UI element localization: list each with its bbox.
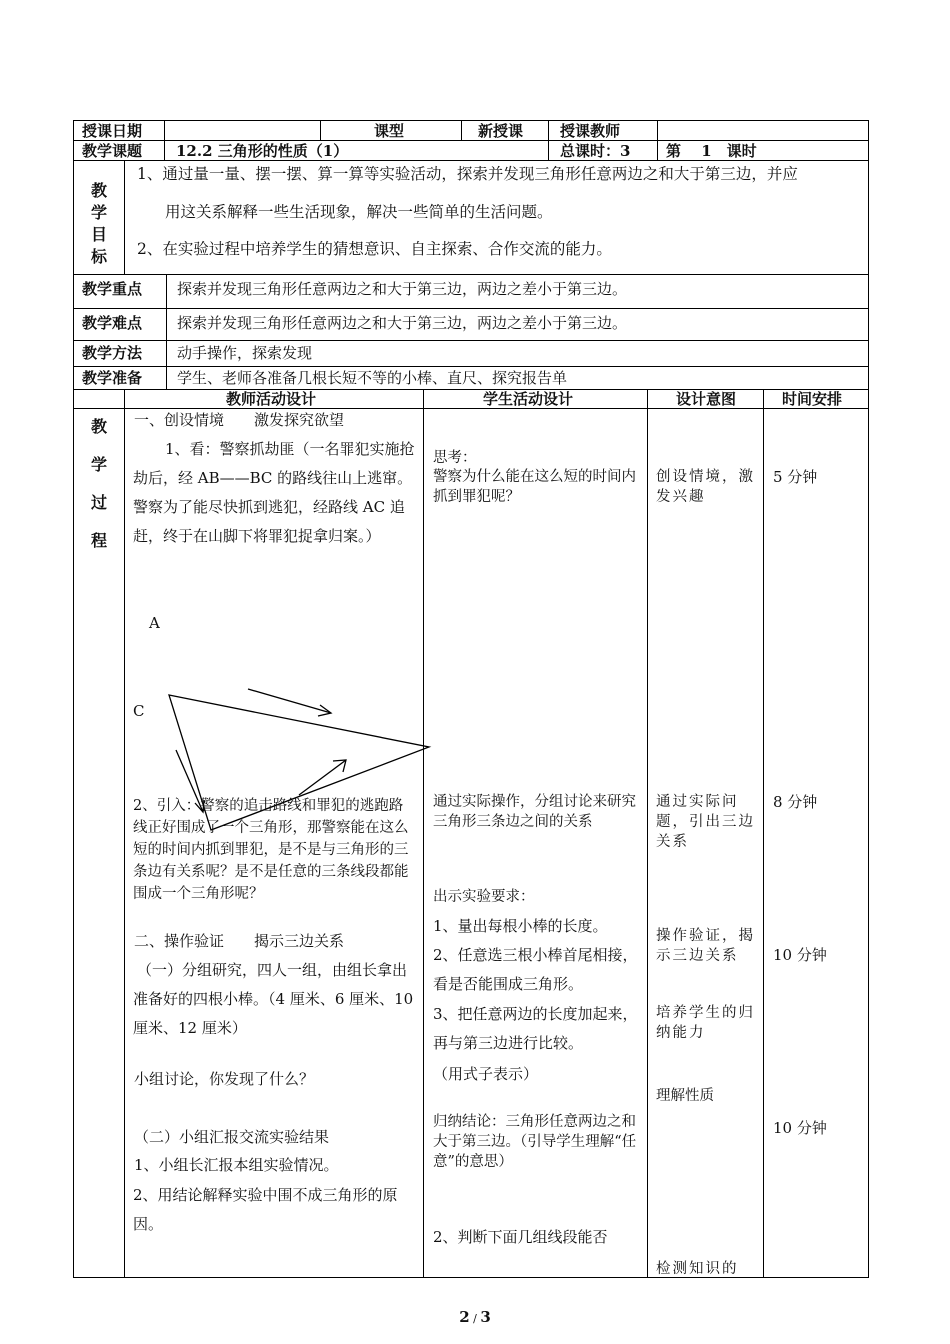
student-requirements-label: 出示实验要求： [433,889,535,905]
objective-line-1: 1、通过量一量、摆一摆、算一算等实验活动，探索并发现三角形任意两边之和大于第三边，并应 [137,165,798,183]
time-2: 8 分钟 [773,793,818,811]
teacher-paragraph-3: （一）分组研究，四人一组，由组长拿出准备好的四根小棒。（4 厘米、6 厘米、10 厘米、12 厘米） [133,961,414,1037]
intent-6: 检测知识的 [656,1261,739,1277]
teacher-paragraph-5: （二）小组汇报交流实验结果 [134,1128,330,1146]
teacher-paragraph-2: 2、引入：警察的追击路线和罪犯的逃跑路线正好围成了一个三角形，那警察能在这么短的时间内抓到罪犯，是不是与三角形的三条边有关系呢？是不是任意的三条线段都能围成一个三角形呢？ [133,798,409,902]
teacher-section-1: 一、创设情境 激发探究欲望 [134,411,345,429]
current-page: 2 [459,1308,470,1326]
intent-4: 培养学生的归纳能力 [656,1005,755,1041]
col-intent-header: 设计意图 [676,390,737,408]
total-hours: 总课时：3 [560,142,631,160]
method-value: 动手操作，探索发现 [177,344,313,362]
page-number [0,1308,950,1326]
student-formula-note: （用式子表示） [433,1065,539,1083]
objective-line-3: 2、在实验过程中培养学生的猜想意识、自主探索、合作交流的能力。 [137,240,612,258]
teacher-section-2: 二、操作验证 揭示三边关系 [134,932,345,950]
topic-value: 12.2 三角形的性质（1） [176,142,349,160]
teacher-paragraph-6: 1、小组长汇报本组实验情况。 [134,1156,339,1174]
arrow-ab [248,689,331,713]
process-label: 教 学 过 程 [90,417,107,550]
intent-5: 理解性质 [656,1088,714,1104]
student-activity-intro: 通过实际操作，分组讨论来研究三角形三条边之间的关系 [433,794,636,830]
time-4: 10 分钟 [773,1119,827,1137]
difficulties-label: 教学难点 [82,314,143,332]
topic-label: 教学课题 [82,142,143,160]
difficulties-value: 探索并发现三角形任意两边之和大于第三边，两边之差小于第三边。 [177,314,628,332]
date-label: 授课日期 [82,122,143,140]
objectives-label: 教 学 目 标 [90,181,107,266]
student-think-label: 思考： [433,450,477,466]
page-separator: / [469,1312,481,1325]
student-think-question: 警察为什么能在这么短的时间内抓到罪犯呢？ [433,469,636,505]
lesson-number: 第 1 课时 [666,142,757,160]
teacher-paragraph-7: 2、用结论解释实验中围不成三角形的原因。 [133,1186,398,1233]
col-teacher-header: 教师活动设计 [226,390,317,408]
intent-2: 通过实际问题，引出三边关系 [656,794,755,850]
student-judgement: 2、判断下面几组线段能否 [433,1228,608,1246]
col-time-header: 时间安排 [782,390,843,408]
student-requirement-1: 1、量出每根小棒的长度。 [433,917,608,935]
arrow-bc [299,760,346,795]
time-3: 10 分钟 [773,946,827,964]
time-1: 5 分钟 [773,468,818,486]
preparation-label: 教学准备 [82,369,143,387]
intent-1: 创设情境，激发兴趣 [656,469,755,505]
teacher-label: 授课教师 [560,122,621,140]
type-value: 新授课 [478,122,524,140]
objective-line-2: 用这关系解释一些生活现象，解决一些简单的生活问题。 [165,203,553,221]
preparation-value: 学生、老师各准备几根长短不等的小棒、直尺、探究报告单 [177,369,568,387]
point-c-label: C [133,702,145,720]
total-pages: 3 [480,1308,491,1326]
student-conclusion: 归纳结论：三角形任意两边之和大于第三边。（引导学生理解“任意”的意思） [433,1114,637,1170]
student-requirement-3: 3、把任意两边的长度加起来，再与第三边进行比较。 [433,1005,638,1052]
type-label: 课型 [374,122,405,140]
method-label: 教学方法 [82,344,143,362]
key-points-value: 探索并发现三角形任意两边之和大于第三边，两边之差小于第三边。 [177,280,628,298]
point-a-label: A [149,614,160,632]
teacher-paragraph-1: 1、看：警察抓劫匪（一名罪犯实施抢劫后，经 AB——BC 的路线往山上逃窜。警察为了能尽快抓到逃犯，经路线 AC 追赶，终于在山脚下将罪犯捉拿归案。） [133,440,415,545]
key-points-label: 教学重点 [82,280,143,298]
intent-3: 操作验证，揭示三边关系 [656,928,755,964]
col-student-header: 学生活动设计 [483,390,574,408]
teacher-paragraph-4: 小组讨论，你发现了什么？ [134,1070,315,1088]
student-requirement-2: 2、任意选三根小棒首尾相接，看是否能围成三角形。 [433,946,638,993]
